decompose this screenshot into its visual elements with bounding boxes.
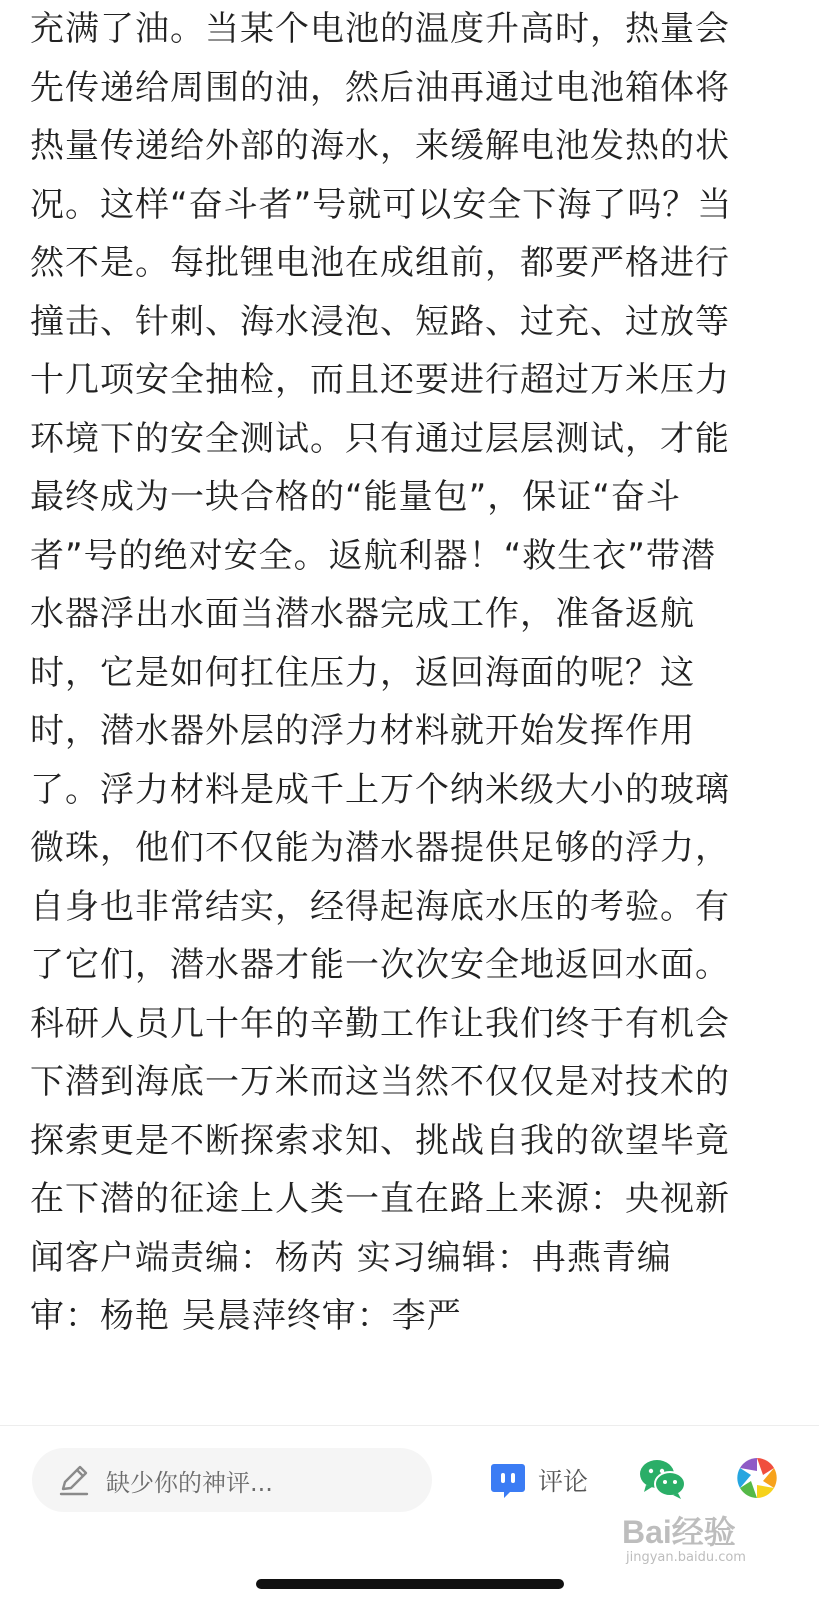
article-line: 了。浮力材料是成千上万个纳米级大小的玻璃 <box>30 769 730 810</box>
article-line: 撞击、针刺、海水浸泡、短路、过充、过放等 <box>30 301 730 342</box>
watermark <box>622 1514 792 1574</box>
moments-icon[interactable] <box>735 1456 779 1500</box>
bottom-action-bar <box>0 1425 819 1601</box>
comment-icon <box>490 1461 526 1499</box>
article-line: 然不是。每批锂电池在成组前，都要严格进行 <box>30 243 730 283</box>
wechat-icon[interactable] <box>638 1458 686 1500</box>
article-line: 自身也非常结实，经得起海底水压的考验。有 <box>30 886 730 927</box>
article-line: 者”号的绝对安全。返航利器！“救生衣”带潜 <box>30 535 716 576</box>
home-indicator[interactable] <box>256 1579 564 1589</box>
article-line: 充满了油。当某个电池的温度升高时，热量会 <box>30 9 730 49</box>
article-line: 科研人员几十年的辛勤工作让我们终于有机会 <box>30 1003 730 1044</box>
article-line: 闻客户端责编：杨芮 实习编辑：冉燕青编 <box>30 1237 672 1278</box>
article-line: 时，潜水器外层的浮力材料就开始发挥作用 <box>30 711 695 751</box>
pencil-icon <box>56 1462 92 1498</box>
article-line: 热量传递给外部的海水，来缓解电池发热的状 <box>30 126 730 166</box>
comment-button[interactable] <box>490 1448 588 1512</box>
article-line: 环境下的安全测试。只有通过层层测试，才能 <box>30 418 730 459</box>
article-line: 了它们，潜水器才能一次次安全地返回水面。 <box>30 945 730 985</box>
article-line: 下潜到海底一万米而这当然不仅仅是对技术的 <box>30 1062 730 1102</box>
article-line: 最终成为一块合格的“能量包”，保证“奋斗 <box>30 477 681 517</box>
article-line: 时，它是如何扛住压力，返回海面的呢？这 <box>30 652 695 693</box>
comment-label: 评论 <box>538 1467 589 1496</box>
article-line: 况。这样“奋斗者”号就可以安全下海了吗？当 <box>30 184 733 225</box>
article-line: 微珠，他们不仅能为潜水器提供足够的浮力， <box>30 828 730 868</box>
article-line: 水器浮出水面当潜水器完成工作，准备返航 <box>30 594 695 634</box>
comment-input[interactable] <box>32 1448 432 1512</box>
article-line: 审：杨艳 吴晨萍终审：李严 <box>30 1296 462 1336</box>
watermark-url: jingyan.baidu.com <box>626 1550 746 1565</box>
article-line: 探索更是不断探索求知、挑战自我的欲望毕竟 <box>30 1120 730 1161</box>
article-line: 在下潜的征途上人类一直在路上来源：央视新 <box>30 1179 730 1219</box>
comment-placeholder: 缺少你的神评... <box>106 1468 273 1497</box>
article-line: 先传递给周围的油，然后油再通过电池箱体将 <box>30 67 730 108</box>
article-body <box>30 0 790 1346</box>
watermark-logo: Bai经验 <box>622 1514 736 1550</box>
article-line: 十几项安全抽检，而且还要进行超过万米压力 <box>30 360 730 400</box>
